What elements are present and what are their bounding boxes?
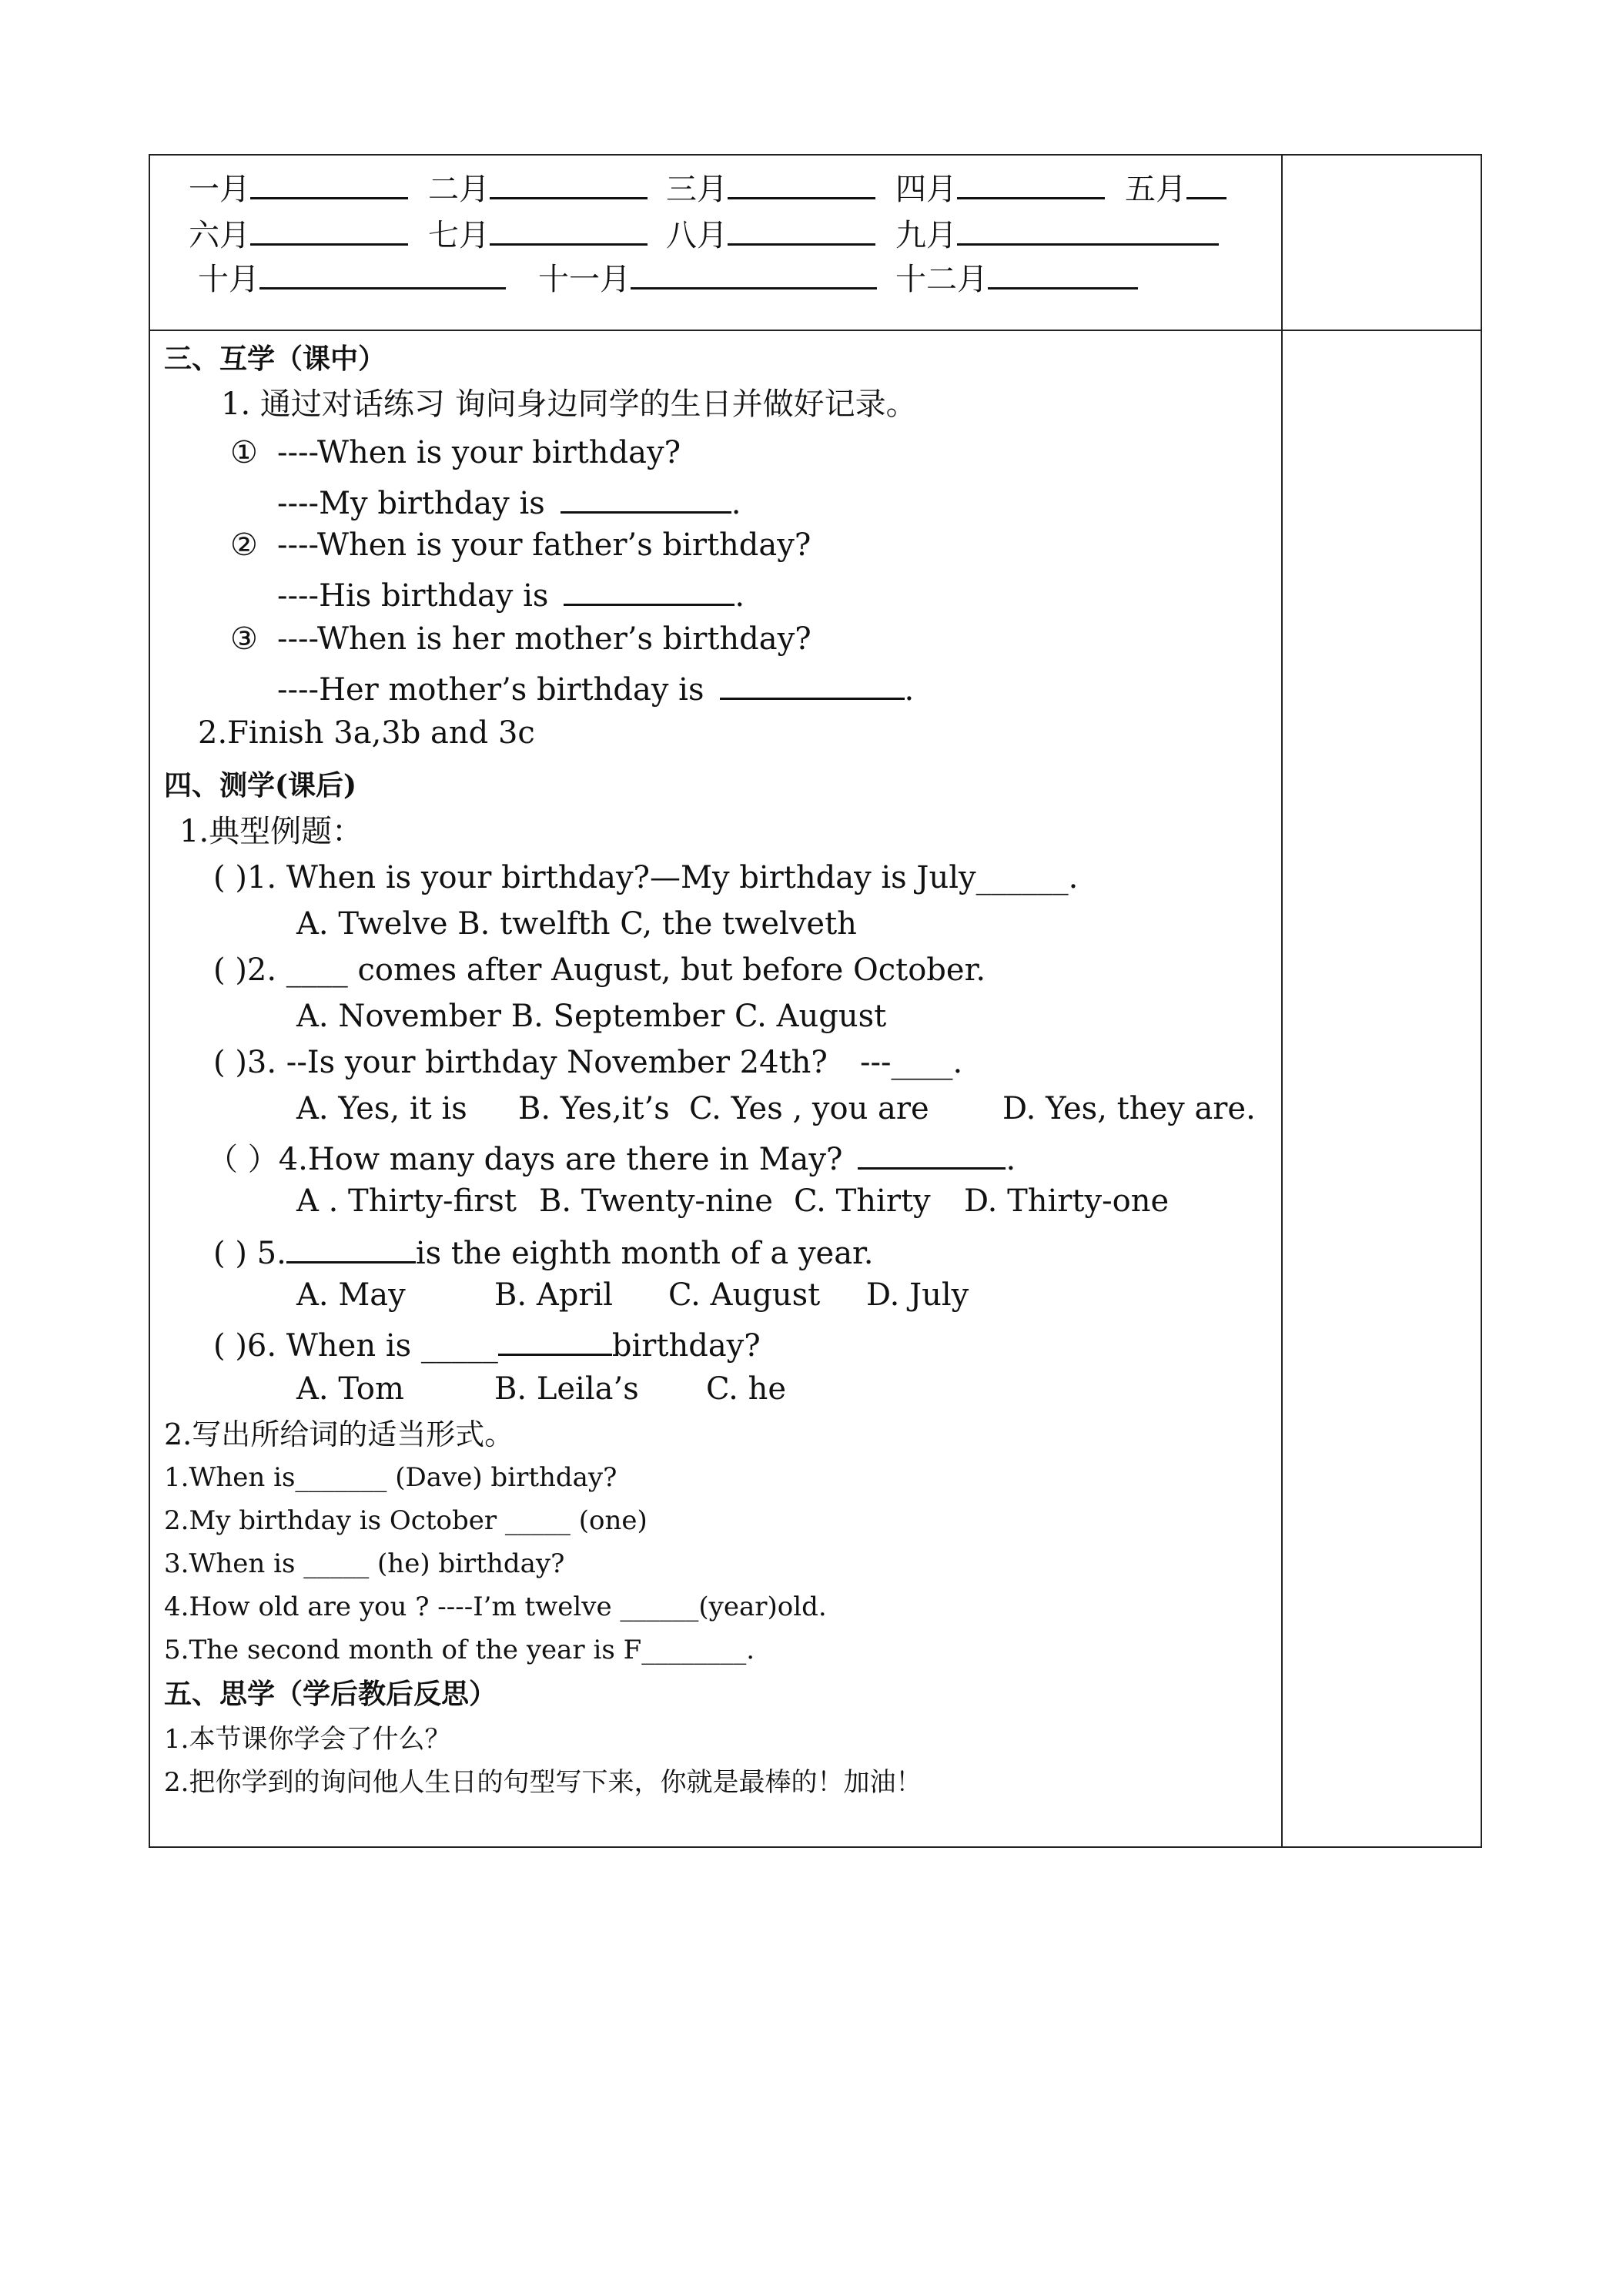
section3-item2: 2.Finish 3a,3b and 3c	[198, 715, 535, 751]
month-dec-label: 十二月	[895, 262, 988, 297]
question5	[213, 1233, 874, 1269]
month-mar-label: 三月	[666, 172, 728, 207]
dialog2-blank[interactable]	[564, 576, 735, 606]
month-nov-label: 十一月	[538, 262, 631, 297]
question3-tail: ---____.	[860, 1045, 963, 1080]
question5-option-d: D. July	[866, 1277, 969, 1313]
month-feb-blank[interactable]	[490, 169, 648, 199]
section4-sub1: 1.典型例题：	[179, 814, 363, 849]
month-aug-blank[interactable]	[728, 216, 875, 246]
question4	[207, 1140, 1016, 1175]
worksheet-table	[149, 154, 1482, 1848]
month-jun-blank[interactable]	[250, 216, 408, 246]
month-aug-label: 八月	[666, 218, 728, 253]
question3: ( )3. --Is your birthday November 24th?	[213, 1045, 828, 1080]
month-sep-blank[interactable]	[957, 216, 1219, 246]
months-cell	[150, 156, 1281, 330]
month-may-label: 五月	[1125, 172, 1186, 207]
question5-option-b: B. April	[494, 1277, 614, 1313]
question4-option-d: D. Thirty-one	[964, 1183, 1170, 1219]
question6-pre: ( )6. When is _____	[213, 1328, 498, 1364]
fill-item-3: 3.When is _____ (he) birthday?	[164, 1548, 565, 1579]
reflection-2: 2.把你学到的询问他人生日的句型写下来，你就是最棒的！加油！	[164, 1767, 922, 1798]
month-mar-blank[interactable]	[728, 169, 875, 199]
dialog1-answer	[277, 484, 741, 519]
dialog1-question: ----When is your birthday?	[277, 435, 681, 470]
question3-option-a: A. Yes, it is	[296, 1091, 467, 1126]
month-apr-blank[interactable]	[957, 169, 1105, 199]
reflection-1: 1.本节课你学会了什么？	[164, 1724, 451, 1755]
month-apr-label: 四月	[895, 172, 957, 207]
month-nov-blank[interactable]	[631, 259, 877, 290]
question5-option-c: C. August	[668, 1277, 821, 1313]
question2: ( )2. ____ comes after August, but before October.	[213, 952, 986, 988]
section4-sub2: 2.写出所给词的适当形式。	[164, 1417, 514, 1451]
dialog2-answer-text: ----His birthday is	[277, 578, 549, 614]
fill-item-1: 1.When is_______ (Dave) birthday?	[164, 1462, 617, 1493]
month-jul-label: 七月	[428, 218, 490, 253]
question6-blank[interactable]	[498, 1326, 612, 1356]
dialog3-question: ----When is her mother’s birthday?	[277, 621, 812, 657]
section3-heading: 三、互学（课中）	[164, 343, 387, 375]
dialog2-end: .	[735, 578, 745, 614]
month-oct-blank[interactable]	[259, 259, 506, 290]
question4-option-c: C. Thirty	[794, 1183, 931, 1219]
section5-heading: 五、思学（学后教后反思）	[164, 1678, 497, 1710]
fill-item-4: 4.How old are you ? ----I’m twelve ______(year)old.	[164, 1591, 827, 1622]
dialog1-number: ①	[230, 435, 258, 470]
dialog2-answer	[277, 576, 745, 614]
month-jan-label: 一月	[189, 172, 250, 207]
month-sep-label: 九月	[895, 218, 957, 253]
question4-option-a: A . Thirty-first	[296, 1183, 517, 1219]
fill-item-5: 5.The second month of the year is F________.	[164, 1635, 755, 1665]
dialog3-answer-text: ----Her mother’s birthday is	[277, 672, 704, 708]
notes-cell-main	[1283, 331, 1482, 1848]
question2-options: A. November B. September C. August	[296, 999, 887, 1034]
question5-post: is the eighth month of a year.	[415, 1236, 874, 1271]
dialog2-number: ②	[230, 527, 258, 563]
question6	[213, 1326, 761, 1364]
dialog1-end: .	[731, 486, 741, 521]
month-jun-label: 六月	[189, 218, 250, 253]
months-row-2	[189, 216, 1219, 251]
months-row-3	[198, 259, 1138, 295]
month-jul-blank[interactable]	[490, 216, 648, 246]
question6-option-c: C. he	[706, 1371, 787, 1407]
question3-option-d: D. Yes, they are.	[1002, 1091, 1256, 1126]
question6-option-b: B. Leila’s	[494, 1371, 639, 1407]
dialog2-question: ----When is your father’s birthday?	[277, 527, 812, 563]
dialog3-number: ③	[230, 621, 258, 657]
notes-cell-top	[1283, 156, 1482, 330]
main-cell	[150, 331, 1281, 1848]
question5-option-a: A. May	[296, 1277, 406, 1313]
months-row-1	[189, 169, 1226, 205]
question4-text: （ ）4.How many days are there in May?	[207, 1142, 843, 1177]
dialog3-blank[interactable]	[720, 670, 905, 700]
dialog3-answer	[277, 670, 915, 708]
dialog1-answer-text: ----My birthday is	[277, 486, 545, 521]
question4-option-b: B. Twenty-nine	[539, 1183, 773, 1219]
question3-option-c: C. Yes , you are	[689, 1091, 929, 1126]
question1: ( )1. When is your birthday?—My birthday is July______.	[213, 860, 1079, 895]
dialog3-end: .	[904, 672, 915, 708]
question3-option-b: B. Yes,it’s	[518, 1091, 670, 1126]
month-may-blank[interactable]	[1186, 169, 1226, 199]
month-jan-blank[interactable]	[250, 169, 408, 199]
question4-end: .	[1006, 1142, 1016, 1177]
question6-post: birthday?	[611, 1328, 761, 1364]
question4-blank[interactable]	[858, 1140, 1006, 1170]
dialog1-blank[interactable]	[561, 484, 731, 514]
month-feb-label: 二月	[428, 172, 490, 207]
question1-options: A. Twelve B. twelfth C, the twelveth	[296, 906, 857, 942]
section4-heading: 四、测学(课后)	[164, 769, 357, 802]
section3-item1: 1. 通过对话练习 询问身边同学的生日并做好记录。	[221, 387, 917, 422]
question5-blank[interactable]	[286, 1233, 416, 1263]
question5-pre: ( ) 5.	[213, 1236, 286, 1271]
fill-item-2: 2.My birthday is October _____ (one)	[164, 1505, 648, 1536]
question6-option-a: A. Tom	[296, 1371, 404, 1407]
month-dec-blank[interactable]	[988, 259, 1138, 290]
month-oct-label: 十月	[198, 262, 259, 297]
